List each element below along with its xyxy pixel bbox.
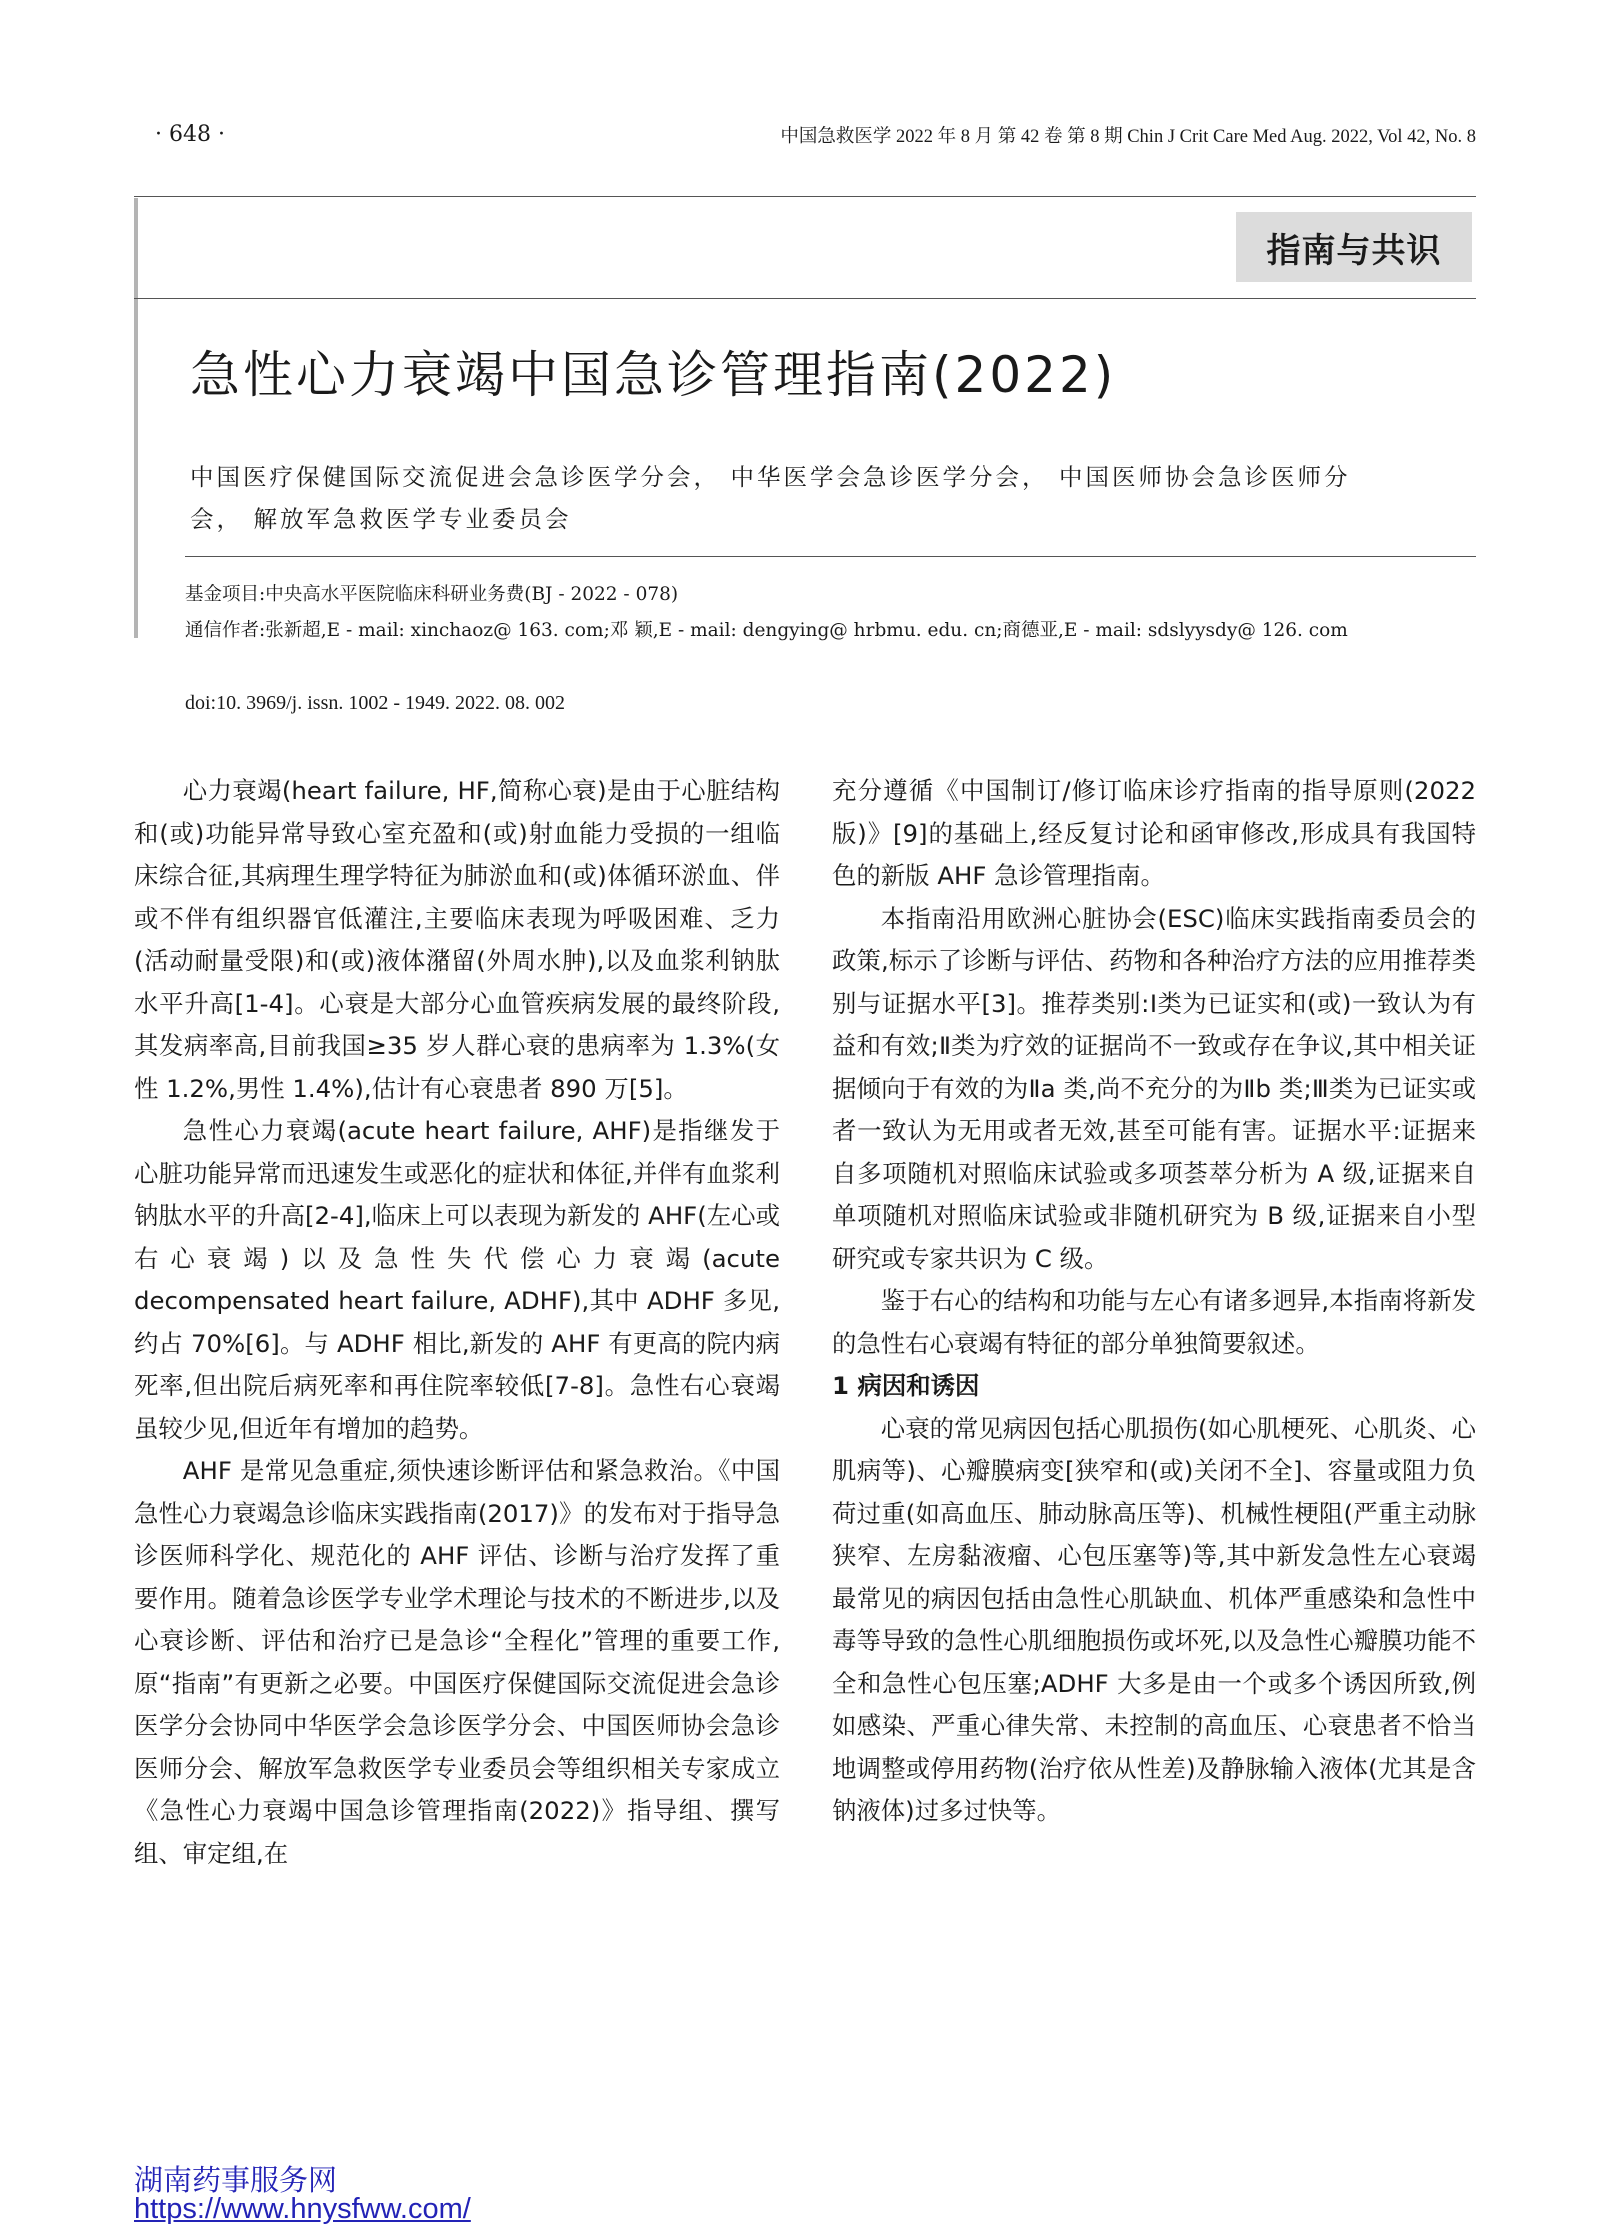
journal-running-header: 中国急救医学 2022 年 8 月 第 42 卷 第 8 期 Chin J Crit Care Med Aug. 2022, Vol 42, No. 8	[780, 127, 1476, 147]
paragraph: AHF 是常见急重症,须快速诊断评估和紧急救治。《中国急性心力衰竭急诊临床实践指南(2017)》的发布对于指导急诊医师科学化、规范化的 AHF 评估、诊断与治疗发挥了重要作用。随着急诊医学专业学术理论与技术的不断进步,以及心衰诊断、评估和治疗已是急诊“全程化”管理的重要工作,原“指南”有更新之必要。中国医疗保健国际交流促进会急诊医学分会协同中华医学会急诊医学分会、中国医师协会急诊医师分会、解放军急救医学专业委员会等组织相关专家成立《急性心力衰竭中国急诊管理指南(2022)》指导组、撰写组、审定组,在	[134, 1456, 780, 1868]
paragraph: 急性心力衰竭(acute heart failure, AHF)是指继发于心脏功能异常而迅速发生或恶化的症状和体征,并伴有血浆利钠肽水平的升高[2-4],临床上可以表现为新发的 AHF(左心或右心衰竭)以及急性失代偿心力衰竭(acute decompensated heart failure, ADHF),其中 ADHF 多见,约占 70%[6]。与 ADHF 相比,新发的 AHF 有更高的院内病死率,但出院后病死率和再住院率较低[7-8]。急性右心衰竭虽较少见,但近年有增加的趋势。	[134, 1116, 780, 1443]
paragraph: 本指南沿用欧洲心脏协会(ESC)临床实践指南委员会的政策,标示了诊断与评估、药物和各种治疗方法的应用推荐类别与证据水平[3]。推荐类别:Ⅰ类为已证实和(或)一致认为有益和有效;Ⅱ类为疗效的证据尚不一致或存在争议,其中相关证据倾向于有效的为Ⅱa 类,尚不充分的为Ⅱb 类;Ⅲ类为已证实或者一致认为无用或者无效,甚至可能有害。证据水平:证据来自多项随机对照临床试验或多项荟萃分析为 A 级,证据来自单项随机对照临床试验或非随机研究为 B 级,证据来自小型研究或专家共识为 C 级。	[832, 903, 1476, 1273]
paragraph: 鉴于右心的结构和功能与左心有诸多迥异,本指南将新发的急性右心衰竭有特征的部分单独简要叙述。	[832, 1286, 1476, 1358]
correspondence-note: 通信作者:张新超,E - mail: xinchaoz@ 163. com;邓 颖,E - mail: dengying@ hrbmu. edu. cn;商德亚,E - mail: sdslyysdy@ 126. com	[185, 620, 1348, 641]
header-side-bar	[134, 198, 138, 638]
watermark-url-link[interactable]: https://www.hnysfww.com/	[134, 2193, 471, 2225]
page-number: · 648 ·	[155, 122, 225, 147]
authors-rule	[185, 556, 1476, 557]
body-right-column	[832, 770, 1476, 1833]
article-title: 急性心力衰竭中国急诊管理指南(2022)	[190, 346, 1117, 404]
doi: doi:10. 3969/j. issn. 1002 - 1949. 2022. 08. 002	[185, 692, 566, 714]
authors-line-2: 会， 解放军急救医学专业委员会	[190, 505, 572, 533]
paragraph-continuation: 充分遵循《中国制订/修订临床诊疗指南的指导原则(2022 版)》[9]的基础上,经反复讨论和函审修改,形成具有我国特色的新版 AHF 急诊管理指南。	[832, 776, 1476, 890]
authors-line-1: 中国医疗保健国际交流促进会急诊医学分会， 中华医学会急诊医学分会， 中国医师协会急诊医师分	[190, 463, 1351, 491]
title-rule	[134, 298, 1476, 299]
paragraph: 心力衰竭(heart failure, HF,简称心衰)是由于心脏结构和(或)功能异常导致心室充盈和(或)射血能力受损的一组临床综合征,其病理生理学特征为肺淤血和(或)体循环淤血、伴或不伴有组织器官低灌注,主要临床表现为呼吸困难、乏力(活动耐量受限)和(或)液体潴留(外周水肿),以及血浆利钠肽水平升高[1-4]。心衰是大部分心血管疾病发展的最终阶段,其发病率高,目前我国≥35 岁人群心衰的患病率为 1.3%(女性 1.2%,男性 1.4%),估计有心衰患者 890 万[5]。	[134, 776, 780, 1103]
section-label: 指南与共识	[1236, 212, 1472, 282]
section-heading: 1 病因和诱因	[832, 1371, 980, 1400]
funding-note: 基金项目:中央高水平医院临床科研业务费(BJ - 2022 - 078)	[185, 584, 679, 605]
body-left-column	[134, 770, 780, 1875]
watermark-site-name: 湖南药事服务网	[134, 2163, 338, 2197]
paragraph: 心衰的常见病因包括心肌损伤(如心肌梗死、心肌炎、心肌病等)、心瓣膜病变[狭窄和(或)关闭不全]、容量或阻力负荷过重(如高血压、肺动脉高压等)、机械性梗阻(严重主动脉狭窄、左房黏液瘤、心包压塞等)等,其中新发急性左心衰竭最常见的病因包括由急性心肌缺血、机体严重感染和急性中毒等导致的急性心肌细胞损伤或坏死,以及急性心瓣膜功能不全和急性心包压塞;ADHF 大多是由一个或多个诱因所致,例如感染、严重心律失常、未控制的高血压、心衰患者不恰当地调整或停用药物(治疗依从性差)及静脉输入液体(尤其是含钠液体)过多过快等。	[832, 1413, 1476, 1825]
header-rule	[134, 196, 1476, 197]
